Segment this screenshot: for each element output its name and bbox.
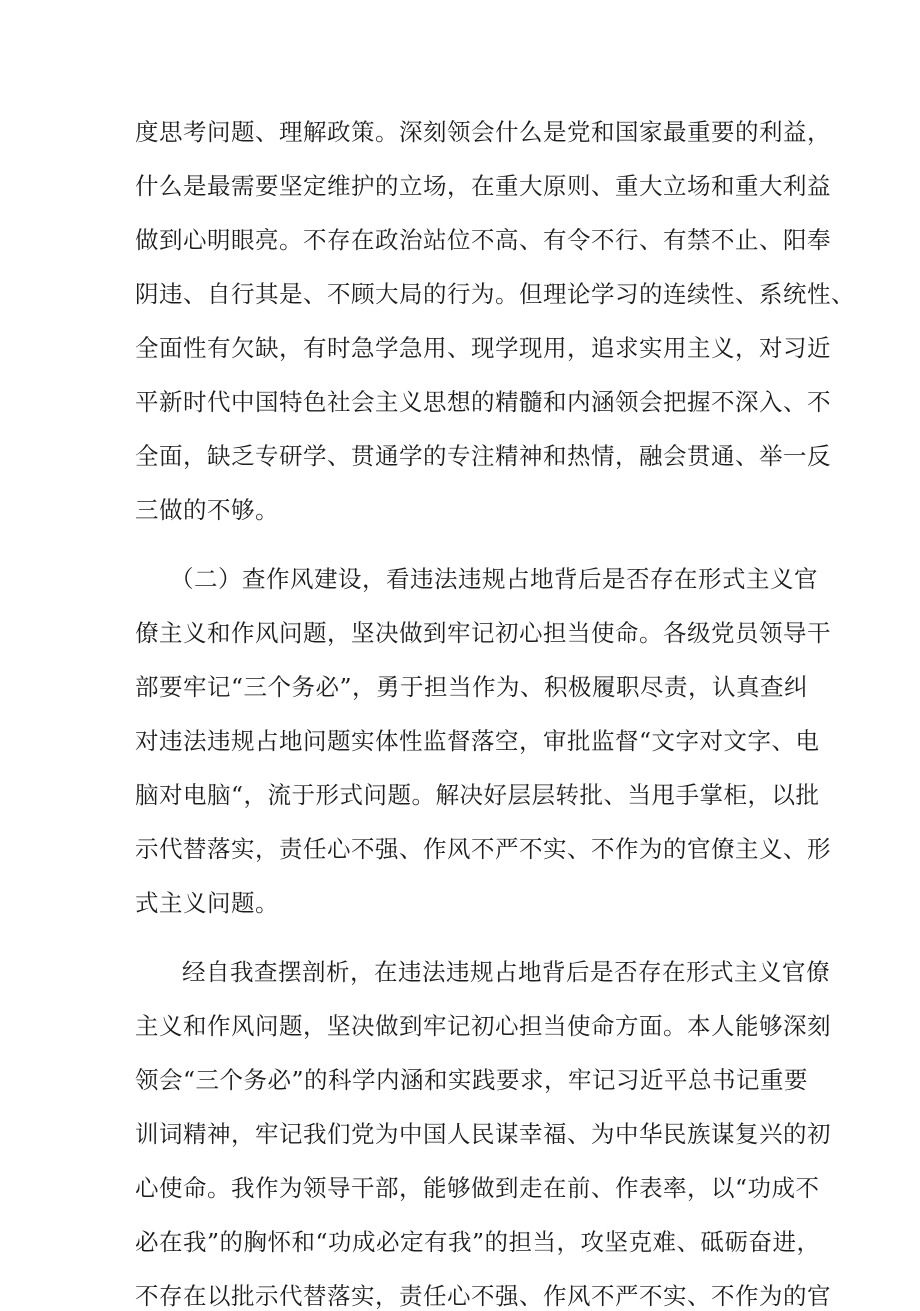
text-line: 什么是最需要坚定维护的立场，在重大原则、重大立场和重大利益: [135, 172, 831, 200]
text-line: 全面性有欠缺，有时急学急用、现学现用，追求实用主义，对习近: [135, 334, 831, 362]
text-line: 做到心明眼亮。不存在政治站位不高、有令不行、有禁不止、阳奉: [135, 226, 831, 254]
text-line: 阴违、自行其是、不顾大局的行为。但理论学习的连续性、系统性、: [135, 280, 855, 308]
text-line: 脑对电脑“，流于形式问题。解决好层层转批、当甩手掌柜，以批: [135, 781, 820, 809]
text-line: 心使命。我作为领导干部，能够做到走在前、作表率，以“功成不: [135, 1174, 820, 1202]
text-line: 度思考问题、理解政策。深刻领会什么是党和国家最重要的利益，: [135, 118, 831, 146]
text-line: 部要牢记“三个务必”，勇于担当作为、积极履职尽责，认真查纠: [135, 673, 809, 701]
text-line: 示代替落实，责任心不强、作风不严不实、不作为的官僚主义、形: [135, 835, 831, 863]
text-line: 全面，缺乏专研学、贯通学的专注精神和热情，融会贯通、举一反: [135, 442, 831, 470]
text-line: 僚主义和作风问题，坚决做到牢记初心担当使命。各级党员领导干: [135, 619, 831, 647]
section-heading-line: （二）查作风建设，看违法违规占地背后是否存在形式主义官: [170, 565, 818, 593]
text-line: 三做的不够。: [135, 496, 279, 524]
text-line: 平新时代中国特色社会主义思想的精髓和内涵领会把握不深入、不: [135, 388, 831, 416]
text-line: 对违法违规占地问题实体性监督落空，审批监督“文字对文字、电: [135, 727, 820, 755]
text-line: 训词精神，牢记我们党为中国人民谋幸福、为中华民族谋复兴的初: [135, 1120, 831, 1148]
text-line: 不存在以批示代替落实，责任心不强、作风不严不实、不作为的官: [135, 1282, 831, 1310]
paragraph-first-line: 经自我查摆剖析，在违法违规占地背后是否存在形式主义官僚: [182, 958, 830, 986]
text-line: 式主义问题。: [135, 889, 279, 917]
text-line: 主义和作风问题，坚决做到牢记初心担当使命方面。本人能够深刻: [135, 1012, 831, 1040]
text-line: 领会“三个务必”的科学内涵和实践要求，牢记习近平总书记重要: [135, 1066, 809, 1094]
text-line: 必在我”的胸怀和“功成必定有我”的担当，攻坚克难、砥砺奋进，: [135, 1228, 821, 1256]
